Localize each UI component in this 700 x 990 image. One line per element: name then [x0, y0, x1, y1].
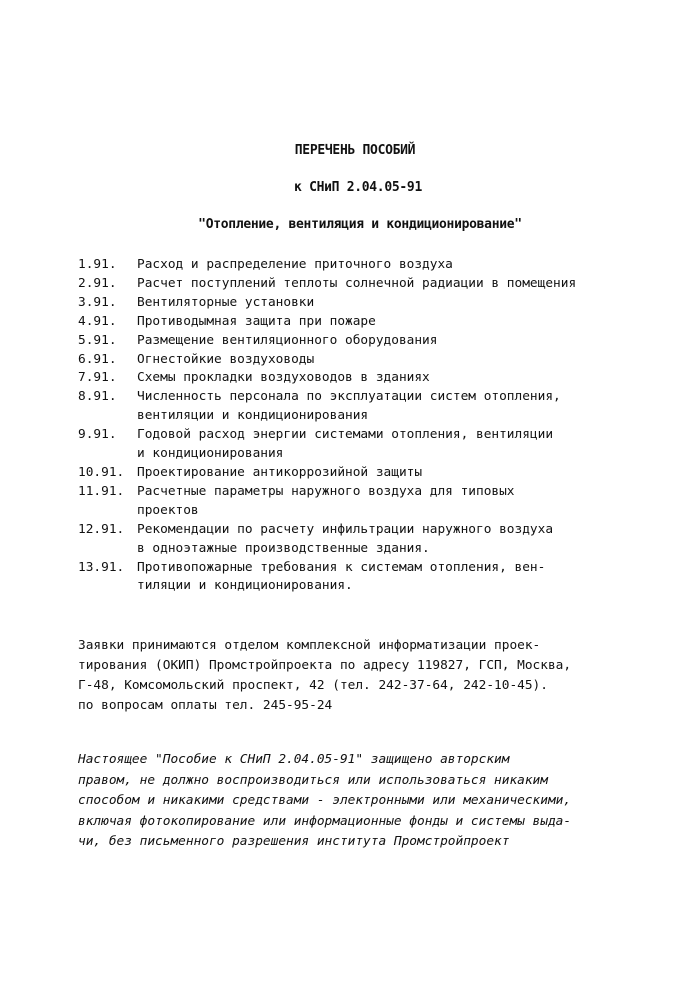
document-topic: "Отопление, вентиляция и кондиционирование": [198, 217, 522, 232]
list-item: [78, 313, 678, 332]
manuals-list: [78, 256, 678, 596]
list-item: [78, 483, 678, 521]
copyright-notice: Настоящее "Пособие к СНиП 2.04.05-91" защищено авторским правом, не должно воспроизводиться или использоваться никаким способом и никакими средствами - электронными или механическими, включая фотокопирование или информационные фонды и системы выда- чи, без письменного разрешения института Промстройпроект: [78, 752, 572, 850]
item-number: 6.91.: [78, 351, 117, 367]
contacts-paragraph: Заявки принимаются отделом комплексной информатизации проек- тирования (ОКИП) Промстройпроекта по адресу 119827, ГСП, Москва, Г-48, Комсомольский проспект, 42 (тел. 242-37-64, 242-10-45). по вопросам оплаты тел. 245-95-24: [78, 638, 572, 713]
item-number: 12.91.: [78, 521, 125, 537]
item-number: 2.91.: [78, 275, 117, 291]
item-text: Рекомендации по расчету инфильтрации наружного воздуха в одноэтажные производственные здания.: [137, 521, 554, 556]
list-item: [78, 332, 678, 351]
list-item: [78, 351, 678, 370]
list-item: [78, 559, 678, 597]
document-title: ПЕРЕЧЕНЬ ПОСОБИЙ: [294, 143, 416, 158]
item-number: 3.91.: [78, 294, 117, 310]
list-item: [78, 256, 678, 275]
item-number: 10.91.: [78, 464, 125, 480]
list-item: [78, 388, 678, 426]
item-text: Расчет поступлений теплоты солнечной радиации в помещения: [137, 275, 577, 291]
item-text: Численность персонала по эксплуатации систем отопления, вентиляции и кондиционирования: [137, 389, 561, 424]
item-number: 5.91.: [78, 332, 117, 348]
item-number: 7.91.: [78, 370, 117, 386]
list-item: [78, 426, 678, 464]
item-text: Схемы прокладки воздуховодов в зданиях: [137, 370, 430, 386]
item-text: Проектирование антикоррозийной защиты: [137, 464, 423, 480]
list-item: [78, 275, 678, 294]
item-number: 13.91.: [78, 559, 125, 575]
list-item: [78, 369, 678, 388]
document-subtitle: к СНиП 2.04.05-91: [294, 180, 422, 195]
item-number: 11.91.: [78, 483, 125, 499]
item-text: Расчетные параметры наружного воздуха для типовых проектов: [137, 483, 515, 518]
list-item: [78, 294, 678, 313]
item-text: Противодымная защита при пожаре: [137, 313, 376, 329]
item-text: Вентиляторные установки: [137, 294, 315, 310]
item-number: 9.91.: [78, 427, 117, 443]
item-text: Расход и распределение приточного воздуха: [137, 257, 453, 272]
list-item: [78, 521, 678, 559]
item-number: 4.91.: [78, 313, 117, 329]
item-number: 8.91.: [78, 389, 117, 405]
item-text: Годовой расход энергии системами отопления, вентиляции и кондиционирования: [137, 427, 554, 462]
item-number: 1.91.: [78, 257, 117, 272]
list-item: [78, 464, 678, 483]
item-text: Огнестойкие воздуховоды: [137, 351, 315, 367]
item-text: Противопожарные требования к системам отопления, вен- тиляции и кондиционирования.: [137, 559, 546, 594]
item-text: Размещение вентиляционного оборудования: [137, 332, 438, 348]
